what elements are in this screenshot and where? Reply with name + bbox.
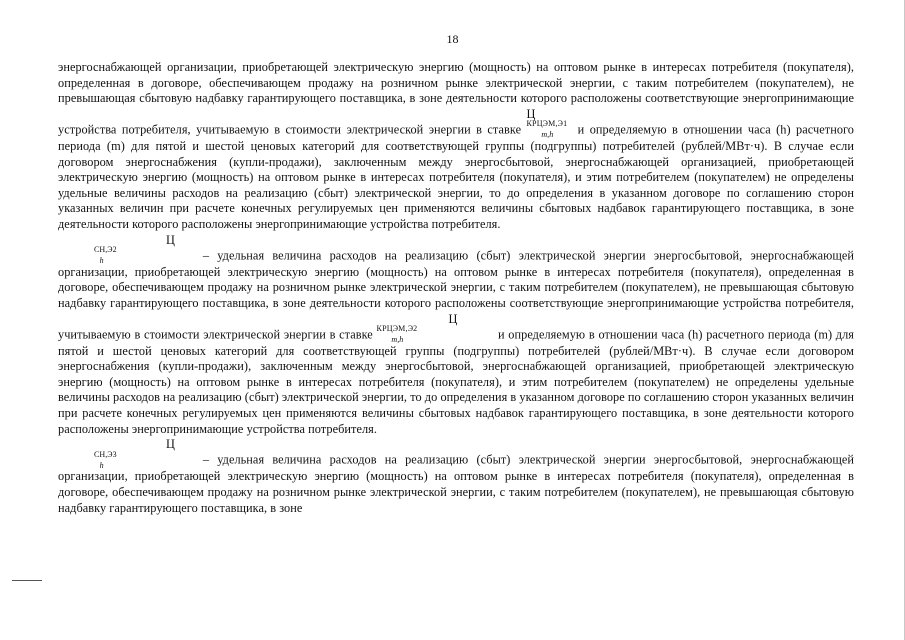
formula-superscript: КРЦЭМ,Э2	[376, 324, 418, 334]
formula-base: Ц	[526, 106, 536, 121]
paragraph-1	[58, 60, 854, 233]
paragraph-1-continuation: и определяемую в отношении часа (h) расчетного периода (m) для пятой и шестой ценовых категорий для соответствующей группы (подгруппы) потребителей (рублей/МВт·ч). В случае если договором энергоснабжения (купли-продажи), заключенным между энергосбытовой, энергоснабжающей организацией, приобретающей электрическую энергию (мощность) на оптовом рынке в интересах потребителя (покупателя), и этим потребителем (покупателем) не определены удельные величины расходов на реализацию (сбыт) электрической энергии, то до определения в указанном договоре по соглашению сторон указанных величин при расчете конечных регулируемых цен применяются величины сбытовых надбавок гарантирующего поставщика, в зоне деятельности которого расположены энергопринимающие устройства потребителя.	[58, 122, 855, 231]
paragraph-2-text: – удельная величина расходов на реализацию (сбыт) электрической энергии энергосбытовой, энергоснабжающей организации, приобретающей электрическую энергию (мощность) на оптовом рынке в интересах потребителя (покупателя), определенная в договоре, обеспечивающем продажу на розничном рынке электрической энергии, с таким потребителем (покупателем), не превышающая сбытовую надбавку гарантирующего поставщика, в зоне деятельности которого расположены соответствующие энергопринимающие устройства потребителя, учитываемую в стоимости электрической энергии в ставке	[58, 248, 854, 342]
formula-superscript: СН,Э3	[94, 449, 117, 459]
formula-sbyt-e3	[94, 437, 187, 469]
paragraph-3	[58, 437, 854, 516]
formula-base: Ц	[166, 232, 175, 247]
formula-superscript: КРЦЭМ,Э1	[526, 119, 568, 129]
formula-rate-e2	[377, 312, 487, 344]
paragraph-2-continuation: и определяемую в отношении часа (h) расчетного периода (m) для пятой и шестой ценовых категорий для соответствующей группы (подгруппы) потребителей (рублей/МВт·ч). В случае если договором энергоснабжения (купли-продажи), заключенным между энергосбытовой, энергоснабжающей организацией, приобретающей электрическую энергию (мощность) на оптовом рынке в интересах потребителя (покупателя), и этим потребителем (покупателем) не определены удельные величины расходов на реализацию (сбыт) электрической энергии, то до определения в указанном договоре по соглашению сторон указанных величин при расчете конечных регулируемых цен применяются величины сбытовых надбавок гарантирующего поставщика, в зоне деятельности которого расположены энергопринимающие устройства потребителя.	[58, 327, 855, 436]
formula-subscript: m,h	[391, 335, 404, 345]
page-number: 18	[446, 32, 459, 46]
formula-base: Ц	[448, 311, 458, 326]
document-body	[58, 60, 854, 516]
paragraph-2	[58, 233, 854, 438]
formula-subscript: h	[99, 460, 104, 470]
paragraph-1-text: энергоснабжающей организации, приобретающей электрическую энергию (мощность) на оптовом рынке в интересах потребителя (покупателя), определенная в договоре, обеспечивающем продажу на розничном рынке электрической энергии, с таким потребителем (покупателем), не превышающая сбытовую надбавку гарантирующего поставщика, в зоне деятельности которого расположены соответствующие энергопринимающие устройства потребителя, учитываемую в стоимости электрической энергии в ставке	[58, 60, 854, 137]
margin-mark	[12, 580, 42, 581]
formula-sbyt-e2	[94, 233, 187, 265]
formula-subscript: m,h	[541, 130, 554, 140]
formula-base: Ц	[166, 437, 175, 452]
formula-rate-e1	[526, 106, 568, 140]
paragraph-3-text: – удельная величина расходов на реализацию (сбыт) электрической энергии энергосбытовой, энергоснабжающей организации, приобретающей электрическую энергию (мощность) на оптовом рынке в интересах потребителя (покупателя), определенная в договоре, обеспечивающем продажу на розничном рынке электрической энергии, с таким потребителем (покупателем), не превышающая сбытовую надбавку гарантирующего поставщика, в зоне	[58, 452, 854, 515]
formula-subscript: h	[99, 256, 104, 266]
formula-superscript: СН,Э2	[94, 245, 117, 255]
